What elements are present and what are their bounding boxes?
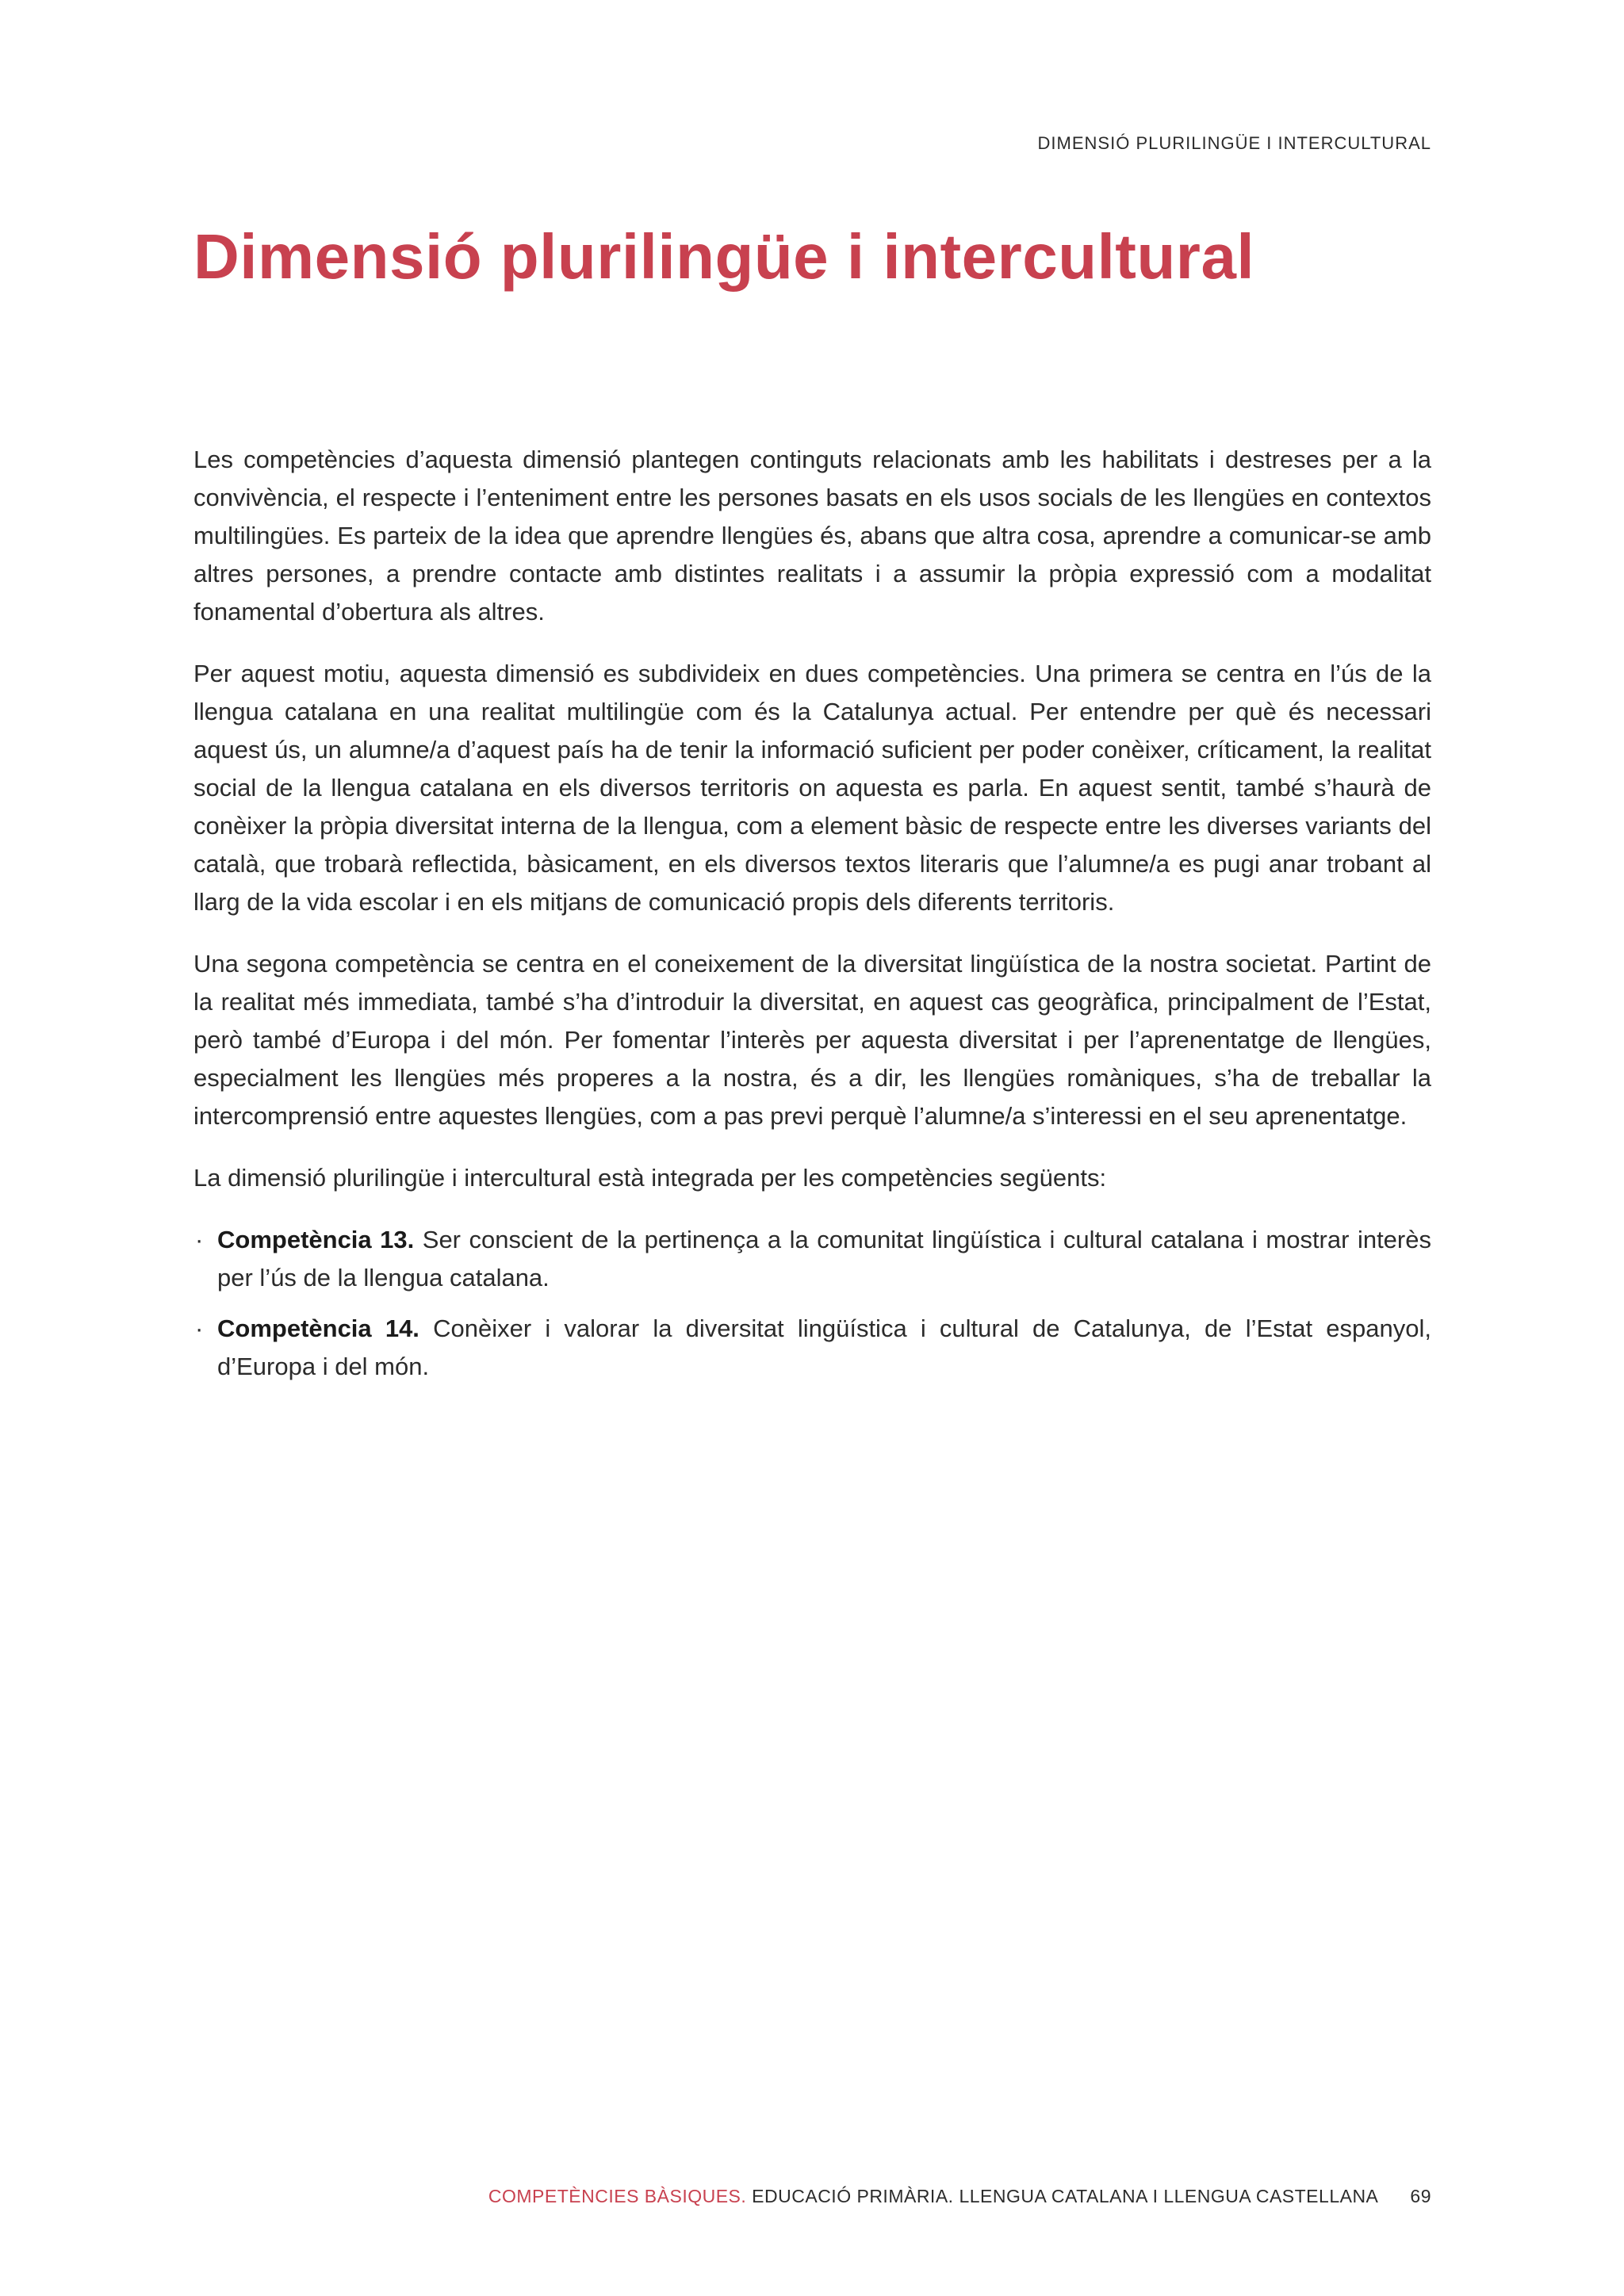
running-header: DIMENSIÓ PLURILINGÜE I INTERCULTURAL	[1037, 133, 1431, 153]
footer-series-title: COMPETÈNCIES BÀSIQUES.	[488, 2186, 747, 2206]
page-footer	[488, 2186, 1431, 2207]
list-item	[193, 1221, 1431, 1297]
competency-label: Competència 13.	[217, 1226, 415, 1253]
bullet-icon: ·	[195, 1314, 204, 1342]
competency-text: Conèixer i valorar la diversitat lingüística i cultural de Catalunya, de l’Estat espanyol, d’Europa i del món.	[217, 1314, 1431, 1380]
body-text	[193, 441, 1431, 1399]
paragraph-intro: Les competències d’aquesta dimensió plantegen continguts relacionats amb les habilitats i destreses per a la convivència, el respecte i l’enteniment entre les persones basats en els usos socials de les llengües en contextos multilingües. Es parteix de la idea que aprendre llengües és, abans que altra cosa, aprendre a comunicar-se amb altres persones, a prendre contacte amb distintes realitats i a assumir la pròpia expressió com a modalitat fonamental d’obertura als altres.	[193, 446, 1431, 626]
competency-text: Ser conscient de la pertinença a la comunitat lingüística i cultural catalana i mostrar interès per l’ús de la llengua catalana.	[217, 1226, 1431, 1292]
paragraph-second-competence: Una segona competència se centra en el coneixement de la diversitat lingüística de la nostra societat. Partint de la realitat més immediata, també s’ha d’introduir la diversitat, en aquest cas geogràfica, principalment de l’Estat, però també d’Europa i del món. Per fomentar l’interès per aquesta diversitat i per l’aprenentatge de llengües, especialment les llengües més properes a la nostra, és a dir, les llengües romàniques, s’ha de treballar la intercomprensió entre aquestes llengües, com a pas previ perquè l’alumne/a s’interessi en el seu aprenentatge.	[193, 950, 1431, 1130]
list-item	[193, 1310, 1431, 1386]
competency-label: Competència 14.	[217, 1314, 419, 1342]
paragraph-first-competence: Per aquest motiu, aquesta dimensió es subdivideix en dues competències. Una primera se centra en l’ús de la llengua catalana en una realitat multilingüe com és la Catalunya actual. Per entendre per què és necessari aquest ús, un alumne/a d’aquest país ha de tenir la informació suficient per poder conèixer, críticament, la realitat social de la llengua catalana en els diversos territoris on aquesta es parla. En aquest sentit, també s’haurà de conèixer la pròpia diversitat interna de la llengua, com a element bàsic de respecte entre les diverses variants del català, que trobarà reflectida, bàsicament, en els diversos textos literaris que l’alumne/a es pugi anar trobant al llarg de la vida escolar i en els mitjans de comunicació propis dels diferents territoris.	[193, 660, 1431, 916]
paragraph-list-intro: La dimensió plurilingüe i intercultural està integrada per les competències següents:	[193, 1164, 1107, 1192]
footer-subtitle: EDUCACIÓ PRIMÀRIA. LLENGUA CATALANA I LLENGUA CASTELLANA	[746, 2186, 1379, 2206]
bullet-icon: ·	[195, 1226, 204, 1253]
page-title: Dimensió plurilingüe i intercultural	[193, 221, 1255, 292]
page-number: 69	[1410, 2186, 1431, 2206]
competency-list	[193, 1221, 1431, 1386]
